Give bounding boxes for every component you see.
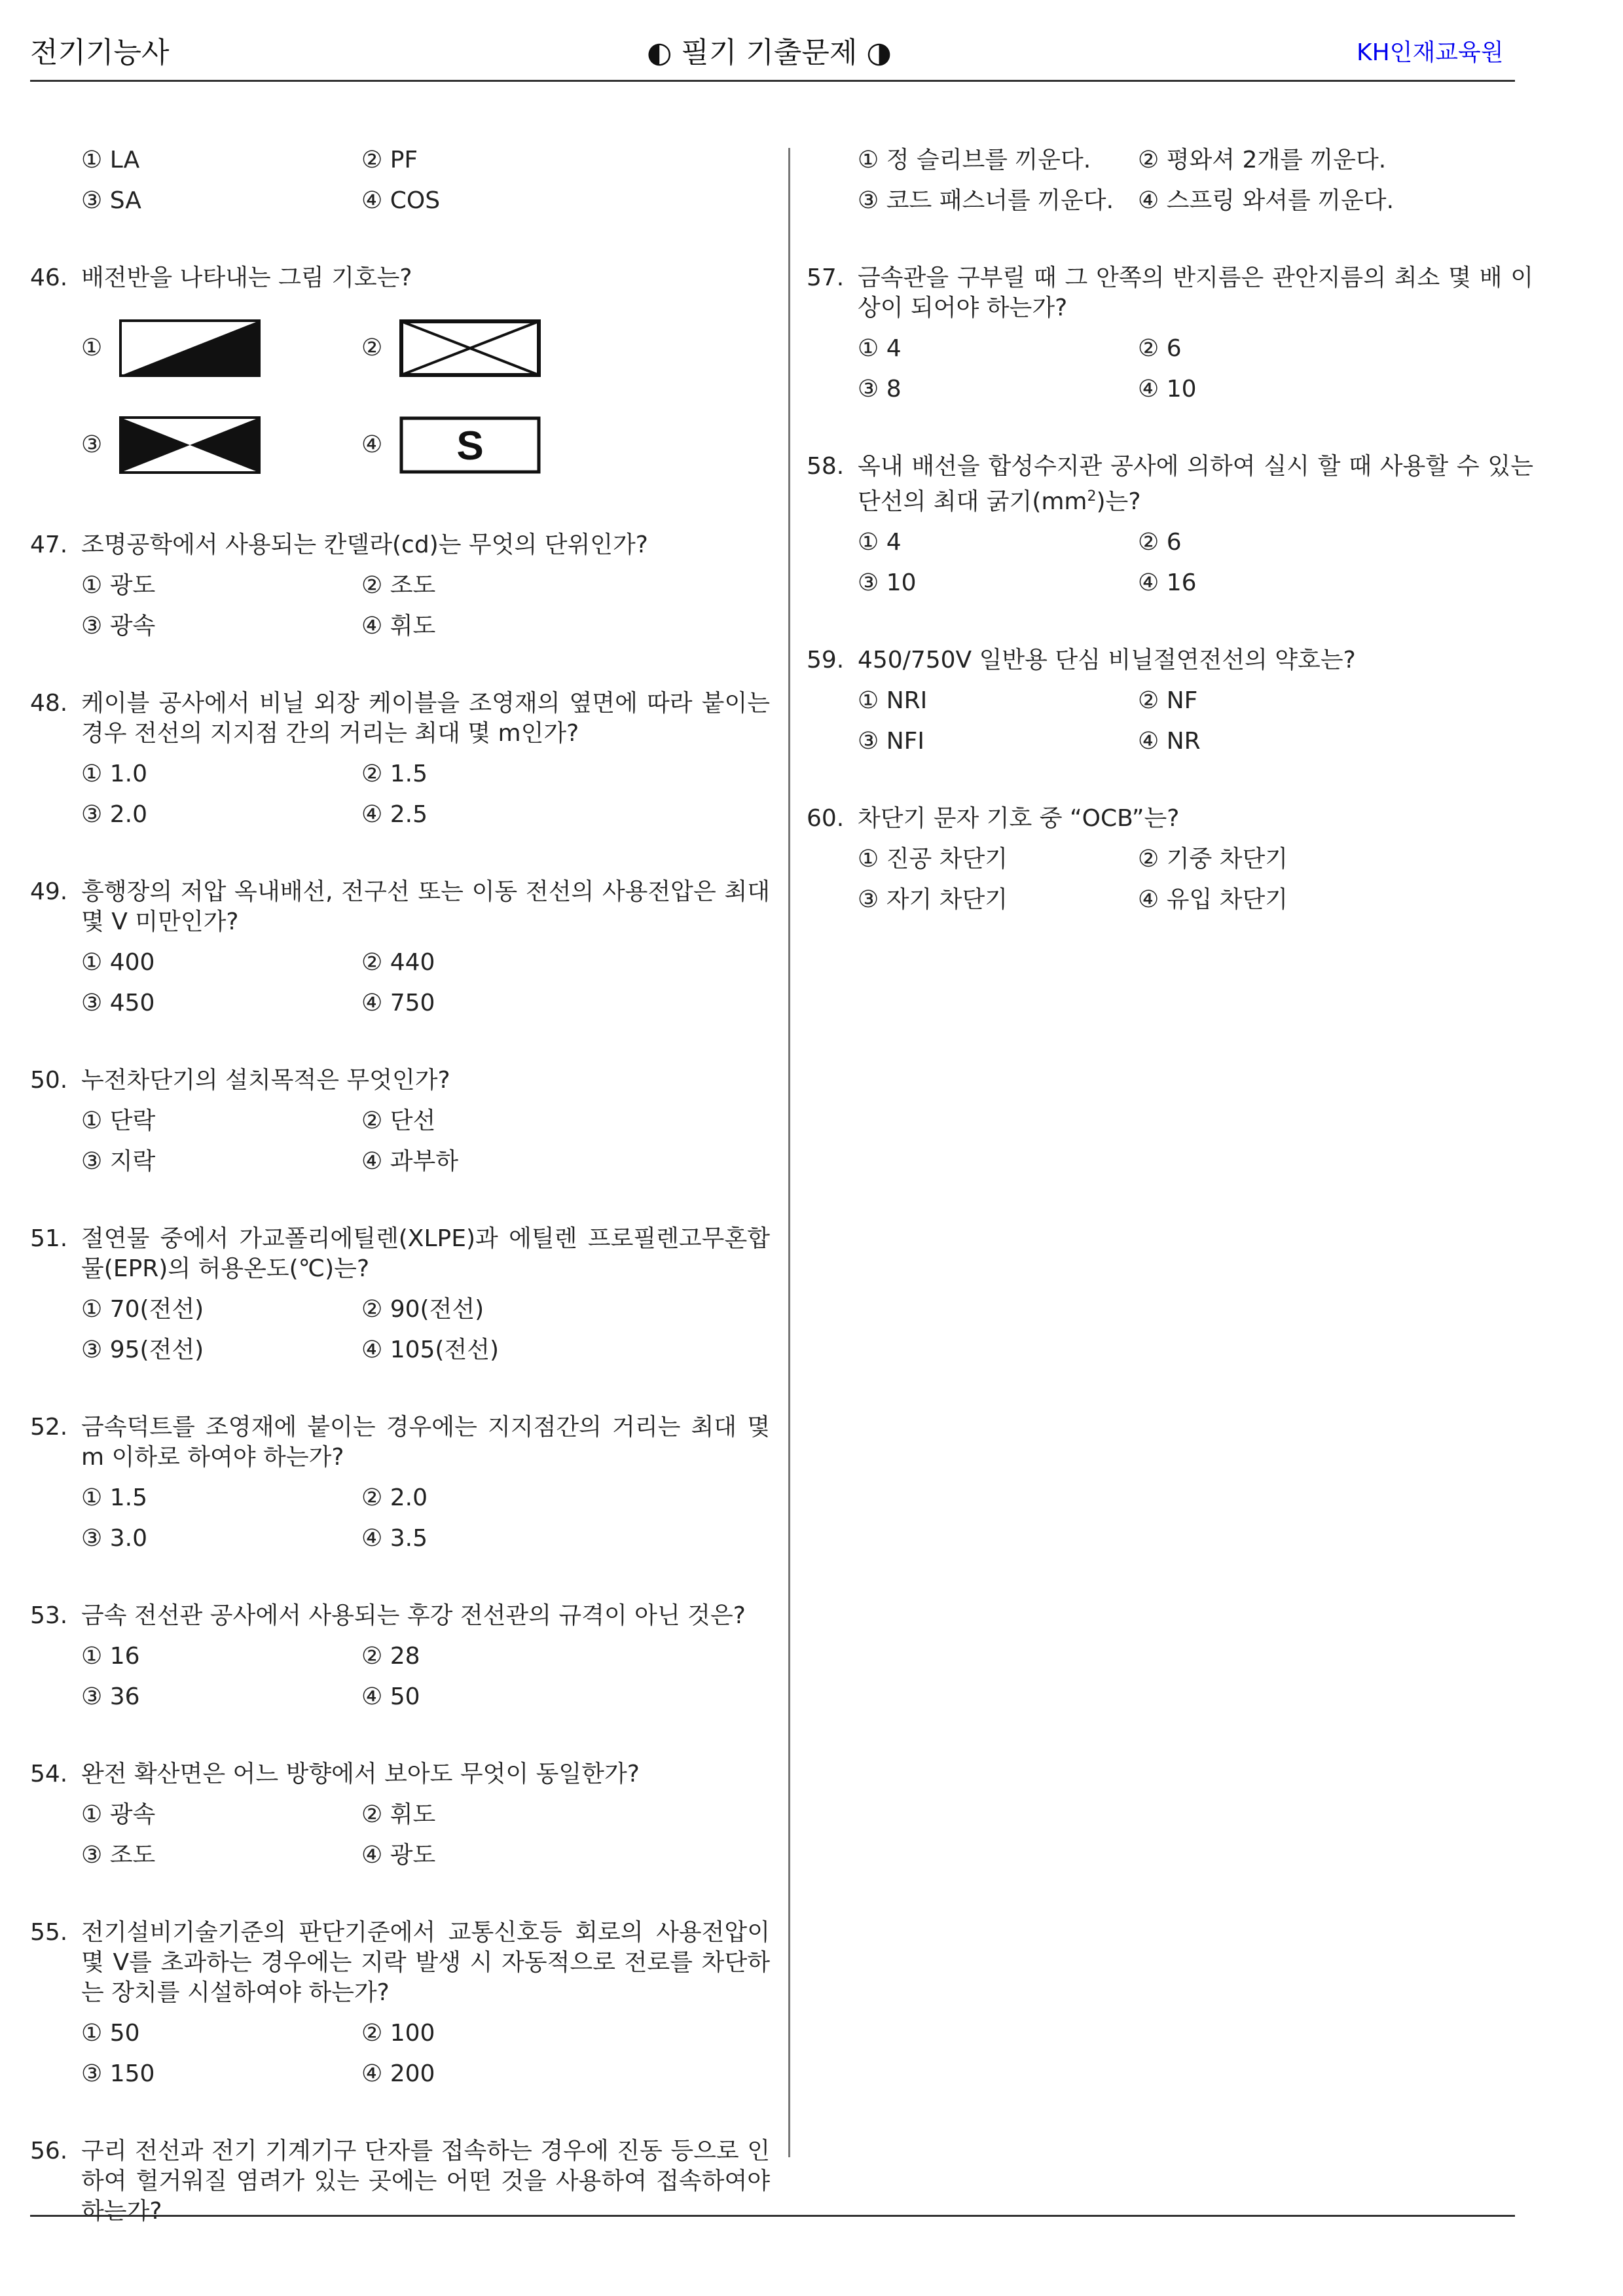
question-text: 구리 전선과 전기 기계기구 단자를 접속하는 경우에 진동 등으로 인하여 헐거워질 염려가 있는 곳에는 어떤 것을 사용하여 접속하여야 하는가?	[81, 2138, 770, 2225]
choice: ② 조도	[361, 572, 436, 599]
choice: ④ 2.5	[361, 801, 428, 828]
question-number: 51.	[30, 1225, 68, 1252]
question-text: 금속관을 구부릴 때 그 안쪽의 반지름은 관안지름의 최소 몇 배 이상이 되어야 하는가?	[858, 264, 1533, 321]
choice: ② 28	[361, 1643, 420, 1670]
question-number: 54.	[30, 1761, 68, 1787]
choice-mark: ④	[361, 431, 383, 458]
question-text-part: 옥내 배선을 합성수지관 공사에 의하여 실시 할 때 사용할 수 있는 단선의 최대 굵기(mm	[858, 453, 1533, 515]
choice: ① 진공 차단기	[858, 846, 1008, 872]
choice: ④ 유입 차단기	[1138, 886, 1288, 913]
question-text: 케이블 공사에서 비닐 외장 케이블을 조영재의 옆면에 따라 붙이는 경우 전선의 지지점 간의 거리는 최대 몇 m인가?	[81, 690, 770, 747]
choice: ② 6	[1138, 335, 1182, 362]
choice: ① 광속	[81, 1801, 156, 1828]
question-number: 55.	[30, 1919, 68, 1946]
choice: ② 평와셔 2개를 끼운다.	[1138, 147, 1387, 173]
question-text: 배전반을 나타내는 그림 기호는?	[81, 264, 412, 291]
choice: ③ 코드 패스너를 끼운다.	[858, 187, 1114, 214]
question-54	[30, 1759, 770, 1881]
question-text	[858, 452, 1533, 517]
question-text: 450/750V 일반용 단심 비닐절연전선의 약호는?	[858, 647, 1356, 673]
choice: ④ 3.5	[361, 1525, 428, 1552]
left-column	[30, 145, 770, 2263]
question-47	[30, 530, 770, 652]
choice: ① 4	[858, 529, 902, 556]
choice: ③ 10	[858, 569, 917, 596]
question-number: 56.	[30, 2138, 68, 2164]
question-46	[30, 263, 770, 493]
choice: ② 90(전선)	[361, 1296, 484, 1323]
question-number: 59.	[807, 647, 845, 673]
choice: ② 2.0	[361, 1484, 428, 1511]
choice: ② 6	[1138, 529, 1182, 556]
choice-mark: ①	[81, 334, 103, 361]
choice: ④ 과부하	[361, 1148, 459, 1175]
question-52	[30, 1412, 770, 1564]
choice: ③ 8	[858, 376, 902, 403]
choice: ② 440	[361, 949, 435, 976]
question-59	[807, 645, 1533, 767]
choice: ② PF	[361, 147, 418, 173]
choice: ③ NFI	[858, 728, 924, 755]
choice: ① 광도	[81, 572, 156, 599]
choice: ③ 95(전선)	[81, 1336, 204, 1363]
subject-title: 전기기능사	[30, 36, 170, 69]
choice: ③ 지락	[81, 1148, 156, 1175]
choice: ④ 16	[1138, 569, 1197, 596]
choice: ④ 50	[361, 1683, 420, 1710]
question-text: 누전차단기의 설치목적은 무엇인가?	[81, 1067, 450, 1094]
question-text: 금속 전선관 공사에서 사용되는 후강 전선관의 규격이 아닌 것은?	[81, 1602, 746, 1629]
choice: ① 70(전선)	[81, 1296, 204, 1323]
question-text: 전기설비기술기준의 판단기준에서 교통신호등 회로의 사용전압이 몇 V를 초과하는 경우에는 지락 발생 시 자동적으로 전로를 차단하는 장치를 시설하여야 하는가?	[81, 1919, 770, 2006]
choice: ① NRI	[858, 687, 928, 714]
choice: ④ COS	[361, 187, 441, 214]
question-number: 48.	[30, 690, 68, 717]
choice: ② 기중 차단기	[1138, 846, 1288, 872]
choice: ③ 광속	[81, 613, 156, 639]
choice: ① 400	[81, 949, 155, 976]
question-number: 58.	[807, 453, 845, 480]
choice: ③ 3.0	[81, 1525, 147, 1552]
symbol-letter: S	[456, 423, 484, 469]
question-56	[30, 2136, 770, 2227]
right-column	[807, 145, 1533, 962]
column-divider	[788, 148, 790, 2157]
question-number: 53.	[30, 1602, 68, 1629]
choice: ② 100	[361, 2020, 435, 2047]
header-rule	[30, 80, 1515, 82]
choice: ② NF	[1138, 687, 1198, 714]
choice: ④ 105(전선)	[361, 1336, 500, 1363]
question-55	[30, 1918, 770, 2100]
question-text-part: )는?	[1096, 488, 1141, 515]
question-56-choices	[807, 145, 1533, 226]
question-number: 52.	[30, 1414, 68, 1441]
choice: ① 1.0	[81, 761, 147, 787]
choice: ④ 10	[1138, 376, 1197, 403]
question-49	[30, 877, 770, 1029]
question-text: 조명공학에서 사용되는 칸델라(cd)는 무엇의 단위인가?	[81, 531, 648, 558]
question-text: 절연물 중에서 가교폴리에틸렌(XLPE)과 에틸렌 프로필렌고무혼합물(EPR)의 허용온도(℃)는?	[81, 1225, 770, 1282]
choice-mark: ②	[361, 334, 383, 361]
choice: ① 정 슬리브를 끼운다.	[858, 147, 1091, 173]
choice: ① 16	[81, 1643, 140, 1670]
choice: ③ 150	[81, 2060, 155, 2087]
choice: ③ 450	[81, 990, 155, 1016]
question-57	[807, 263, 1533, 415]
choice: ② 1.5	[361, 761, 428, 787]
question-text: 흥행장의 저압 옥내배선, 전구선 또는 이동 전선의 사용전압은 최대 몇 V 미만인가?	[81, 878, 770, 935]
choice: ③ 자기 차단기	[858, 886, 1008, 913]
choice: ③ SA	[81, 187, 141, 214]
publisher-name: KH인재교육원	[1357, 39, 1504, 66]
question-60	[807, 804, 1533, 925]
question-50	[30, 1066, 770, 1187]
choice: ① 1.5	[81, 1484, 147, 1511]
page-title: ◐ 필기 기출문제 ◑	[647, 36, 892, 69]
question-53	[30, 1601, 770, 1723]
question-number: 47.	[30, 531, 68, 558]
bowtie-filled-symbol	[119, 416, 261, 474]
choice: ④ 스프링 와셔를 끼운다.	[1138, 187, 1395, 214]
crossed-box-symbol	[399, 319, 541, 377]
choice: ① LA	[81, 147, 140, 173]
question-number: 49.	[30, 878, 68, 905]
question-51	[30, 1224, 770, 1376]
choice: ② 휘도	[361, 1801, 436, 1828]
question-text: 완전 확산면은 어느 방향에서 보아도 무엇이 동일한가?	[81, 1761, 640, 1787]
choice: ④ NR	[1138, 728, 1201, 755]
question-text: 차단기 문자 기호 중 “OCB”는?	[858, 805, 1180, 832]
s-box-symbol	[399, 416, 541, 474]
question-text: 금속덕트를 조영재에 붙이는 경우에는 지지점간의 거리는 최대 몇 m 이하로 하여야 하는가?	[81, 1414, 770, 1471]
superscript: 2	[1087, 488, 1097, 505]
choice: ④ 광도	[361, 1842, 436, 1869]
choice-mark: ③	[81, 431, 103, 458]
choice: ④ 200	[361, 2060, 435, 2087]
choice: ③ 36	[81, 1683, 140, 1710]
choice: ③ 조도	[81, 1842, 156, 1869]
question-48	[30, 689, 770, 840]
choice: ② 단선	[361, 1107, 436, 1134]
choice: ④ 휘도	[361, 613, 436, 639]
question-number: 50.	[30, 1067, 68, 1094]
choice: ① 4	[858, 335, 902, 362]
question-number: 57.	[807, 264, 845, 291]
question-number: 46.	[30, 264, 68, 291]
diagonal-half-filled-symbol	[119, 319, 261, 377]
choice: ④ 750	[361, 990, 435, 1016]
choice: ① 단락	[81, 1107, 156, 1134]
question-number: 60.	[807, 805, 845, 832]
choice: ③ 2.0	[81, 801, 147, 828]
choice: ① 50	[81, 2020, 140, 2047]
question-45-carryover	[30, 145, 770, 226]
question-58	[807, 452, 1533, 609]
